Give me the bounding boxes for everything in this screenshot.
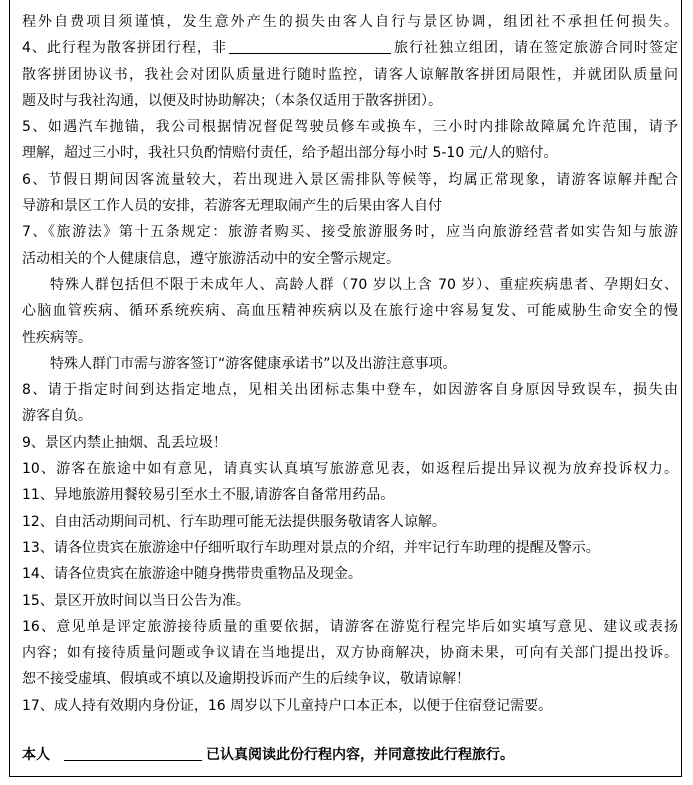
clause-4-text-after: 旅行社独立组团，请在签定旅游合同时签定 (392, 40, 678, 57)
clause-11: 11、异地旅游用餐较易引至水土不服,请游客自备常用药品。 (22, 487, 395, 504)
clause-12: 12、自由活动期间司机、行车助理可能无法提供服务敬请客人谅解。 (22, 513, 446, 530)
signature-statement: 已认真阅读此份行程内容，并同意按此行程旅行。 (206, 747, 514, 764)
clause-4-line-2: 散客拼团协议书，我社会对团队质量进行随时监控，请客人谅解散客拼团局限性，并就团队质量问 (22, 66, 678, 83)
clause-3-tail: 程外自费项目须谨慎，发生意外产生的损失由客人自行与景区协调，组团社不承担任何损失。 (22, 14, 678, 30)
terms-content (22, 9, 678, 768)
clause-7-line-2: 活动相关的个人健康信息，遵守旅游活动中的安全警示规定。 (22, 250, 400, 267)
signature-prefix: 本人 (22, 747, 50, 764)
clause-7-special-line-1: 特殊人群包括但不限于未成年人、高龄人群（70 岁以上含 70 岁）、重症疾病患者、孕期妇女、 (50, 276, 678, 293)
clause-10: 10、游客在旅途中如有意见，请真实认真填写旅游意见表，如返程后提出异议视为放弃投诉权力。 (22, 461, 678, 478)
clause-6-line-2: 导游和景区工作人员的安排，若游客无理取闹产生的后果由客人自付 (22, 198, 442, 215)
clause-17: 17、成人持有效期内身份证，16 周岁以下儿童持户口本正本，以便于住宿登记需要。 (22, 697, 553, 714)
agency-name-blank[interactable] (229, 39, 391, 54)
clause-7-special-line-3: 性疾病等。 (22, 329, 92, 346)
clause-15: 15、景区开放时间以当日公告为准。 (22, 592, 250, 609)
clause-16-line-1: 16、意见单是评定旅游接待质量的重要依据，请游客在游览行程完毕后如实填写意见、建议或表扬 (22, 618, 678, 635)
clause-7-health-pledge: 特殊人群门市需与游客签订“游客健康承诺书”以及出游注意事项。 (50, 355, 457, 372)
clause-5-line-1: 5、如遇汽车抛锚，我公司根据情况督促驾驶员修车或换车，三小时内排除故障属允许范围，请予 (22, 119, 678, 136)
clause-16-line-3: 恕不接受虚填、假填或不填以及逾期投诉而产生的后续争议，敬请谅解！ (22, 671, 470, 688)
clause-14: 14、请各位贵宾在旅游途中随身携带贵重物品及现金。 (22, 566, 362, 583)
clause-16-line-2: 内容；如有接待质量问题或争议请在当地提出，双方协商解决，协商未果，可向有关部门提出投诉。 (22, 645, 678, 662)
clause-4-line-3: 题及时与我社沟通，以便及时协助解决；（本条仅适用于散客拼团）。 (22, 92, 442, 109)
clause-7-line-1: 7、《旅游法》第十五条规定：旅游者购买、接受旅游服务时，应当向旅游经营者如实告知与旅游 (22, 224, 678, 241)
clause-6-line-1: 6、节假日期间因客流量较大，若出现进入景区需排队等候等，均属正常现象，请游客谅解并配合 (22, 171, 678, 188)
clause-9: 9、景区内禁止抽烟、乱丢垃圾！ (22, 434, 227, 451)
clause-7-special-line-2: 心脑血管疾病、循环系统疾病、高血压精神疾病以及在旅行途中容易复发、可能威胁生命安全的慢 (22, 303, 678, 320)
signature-name-blank[interactable] (64, 746, 202, 761)
spacer (22, 719, 678, 742)
clause-13: 13、请各位贵宾在旅游途中仔细听取行车助理对景点的介绍，并牢记行车助理的提醒及警示。 (22, 539, 600, 556)
clause-8-line-2: 游客自负。 (22, 408, 92, 425)
clause-4-text-before: 4、此行程为散客拼团行程，非 (22, 40, 227, 57)
clause-5-line-2: 理解，超过三小时，我社只负酌情赔付责任，给予超出部分每小时 5-10 元/人的赔付。 (22, 145, 558, 162)
signature-line (22, 742, 678, 768)
document-page (9, 0, 682, 777)
clause-8-line-1: 8、请于指定时间到达指定地点，见相关出团标志集中登车，如因游客自身原因导致误车，损失由 (22, 382, 678, 399)
clause-4-line-1 (22, 35, 678, 61)
